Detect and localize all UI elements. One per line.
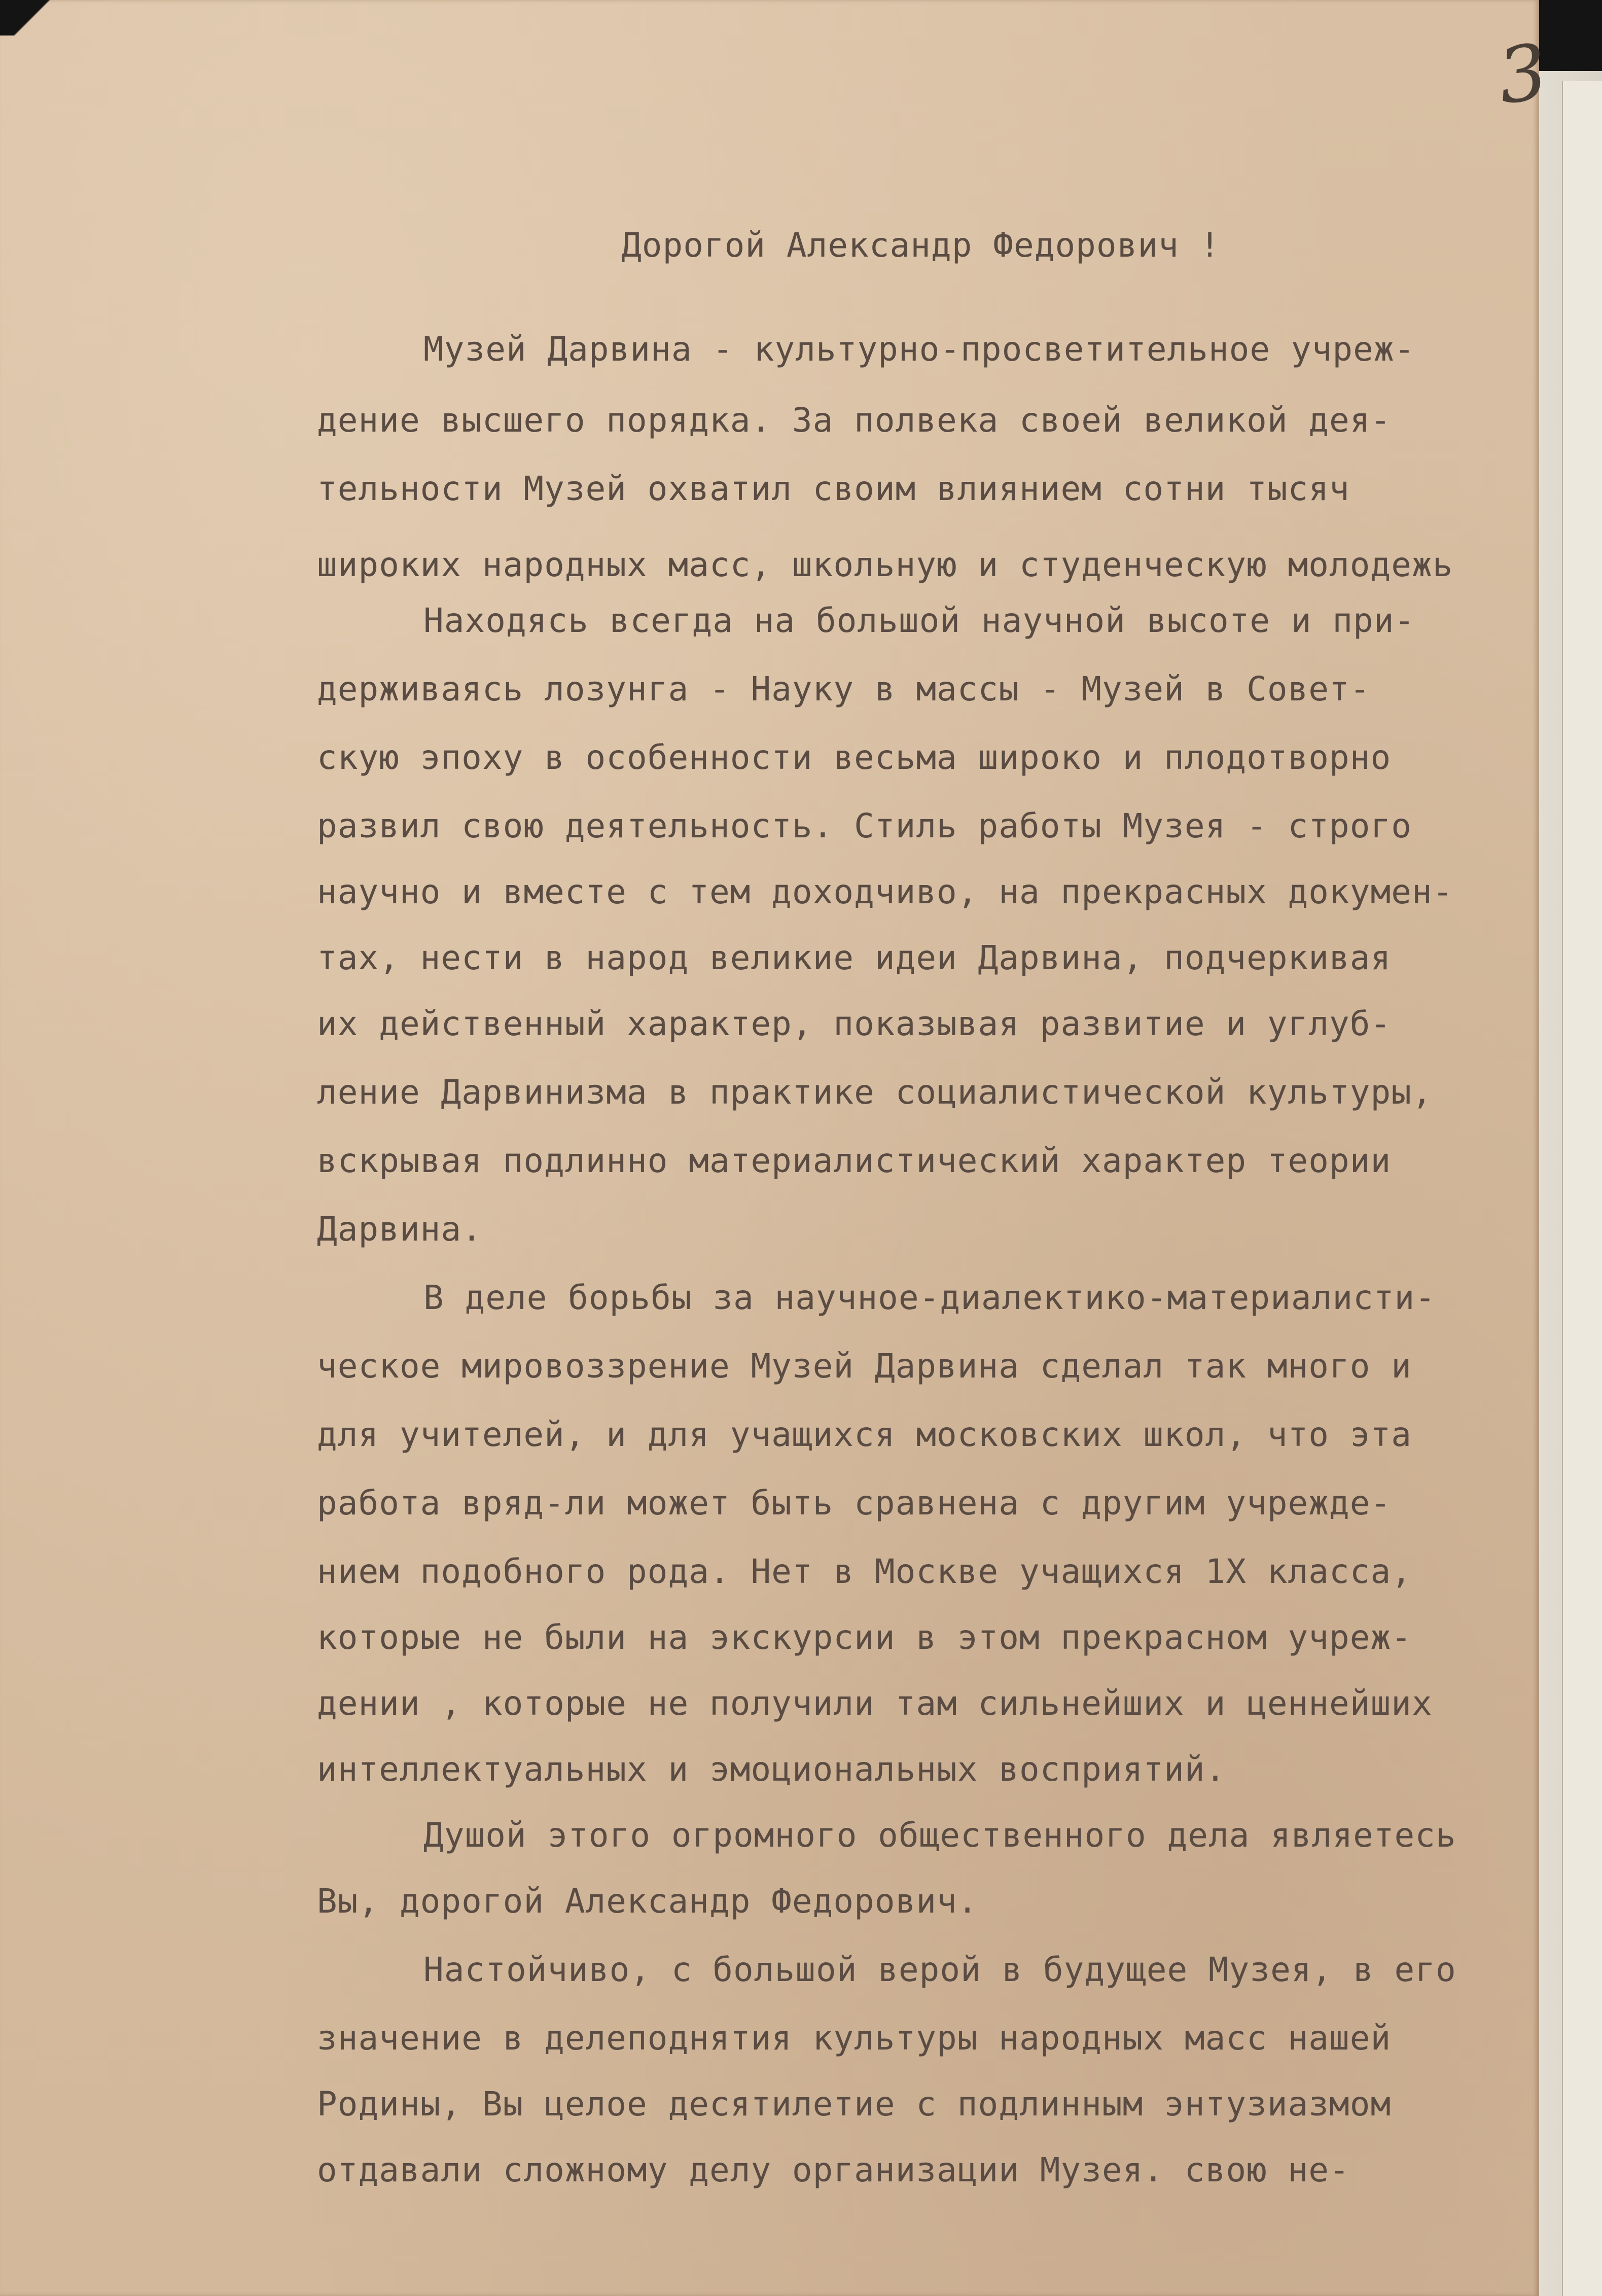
text-line-28: отдавали сложному делу организации Музея. свою не-	[317, 2150, 1350, 2189]
text-line-7: скую эпоху в особенности весьма широко и плодотворно	[317, 738, 1392, 777]
text-line-10: тах, нести в народ великие идеи Дарвина, подчеркивая	[317, 938, 1392, 977]
text-line-5: Находясь всегда на большой научной высоте и при-	[423, 601, 1415, 640]
folio-number: 3	[1492, 27, 1553, 122]
text-line-22: интеллектуальных и эмоциональных восприятий.	[317, 1750, 1226, 1789]
text-line-26: значение в делеподнятия культуры народных масс нашей	[317, 2019, 1392, 2058]
text-line-8: развил свою деятельность. Стиль работы Музея - строго	[317, 806, 1412, 845]
torn-corner	[0, 0, 66, 36]
text-line-4: широких народных масс, школьную и студенческую молодежь	[317, 545, 1453, 584]
text-line-23: Душой этого огромного общественного дела являетесь	[423, 1816, 1456, 1855]
text-line-15: В деле борьбы за научное-диалектико-материалисти-	[423, 1278, 1436, 1317]
text-line-3: тельности Музей охватил своим влиянием сотни тысяч	[317, 469, 1350, 508]
text-line-12: ление Дарвинизма в практике социалистической культуры,	[317, 1073, 1433, 1112]
text-line-17: для учителей, и для учащихся московских школ, что эта	[317, 1415, 1412, 1454]
text-line-2: дение высшего порядка. За полвека своей великой дея-	[317, 401, 1392, 440]
text-line-9: научно и вместе с тем доходчиво, на прекрасных докумен-	[317, 872, 1453, 911]
text-line-18: работа вряд-ли может быть сравнена с другим учрежде-	[317, 1483, 1392, 1523]
letter-greeting: Дорогой Александр Федорович !	[621, 226, 1221, 265]
text-line-13: вскрывая подлинно материалистический характер теории	[317, 1141, 1392, 1180]
text-line-14: Дарвина.	[317, 1210, 482, 1249]
text-line-24: Вы, дорогой Александр Федорович.	[317, 1882, 978, 1921]
text-line-27: Родины, Вы целое десятилетие с подлинным энтузиазмом	[317, 2085, 1392, 2124]
text-line-1: Музей Дарвина - культурно-просветительное учреж-	[423, 330, 1415, 369]
text-line-16: ческое мировоззрение Музей Дарвина сделал так много и	[317, 1347, 1412, 1386]
text-line-11: их действенный характер, показывая развитие и углуб-	[317, 1004, 1392, 1043]
underlying-sheet-edge	[1562, 81, 1602, 2296]
text-line-20: которые не были на экскурсии в этом прекрасном учреж-	[317, 1618, 1412, 1657]
text-line-25: Настойчиво, с большой верой в будущее Музея, в его	[423, 1950, 1456, 1989]
text-line-6: держиваясь лозунга - Науку в массы - Музей в Совет-	[317, 669, 1371, 709]
text-line-21: дении , которые не получили там сильнейших и ценнейших	[317, 1684, 1433, 1723]
text-line-19: нием подобного рода. Нет в Москве учащихся 1Х класса,	[317, 1552, 1412, 1591]
